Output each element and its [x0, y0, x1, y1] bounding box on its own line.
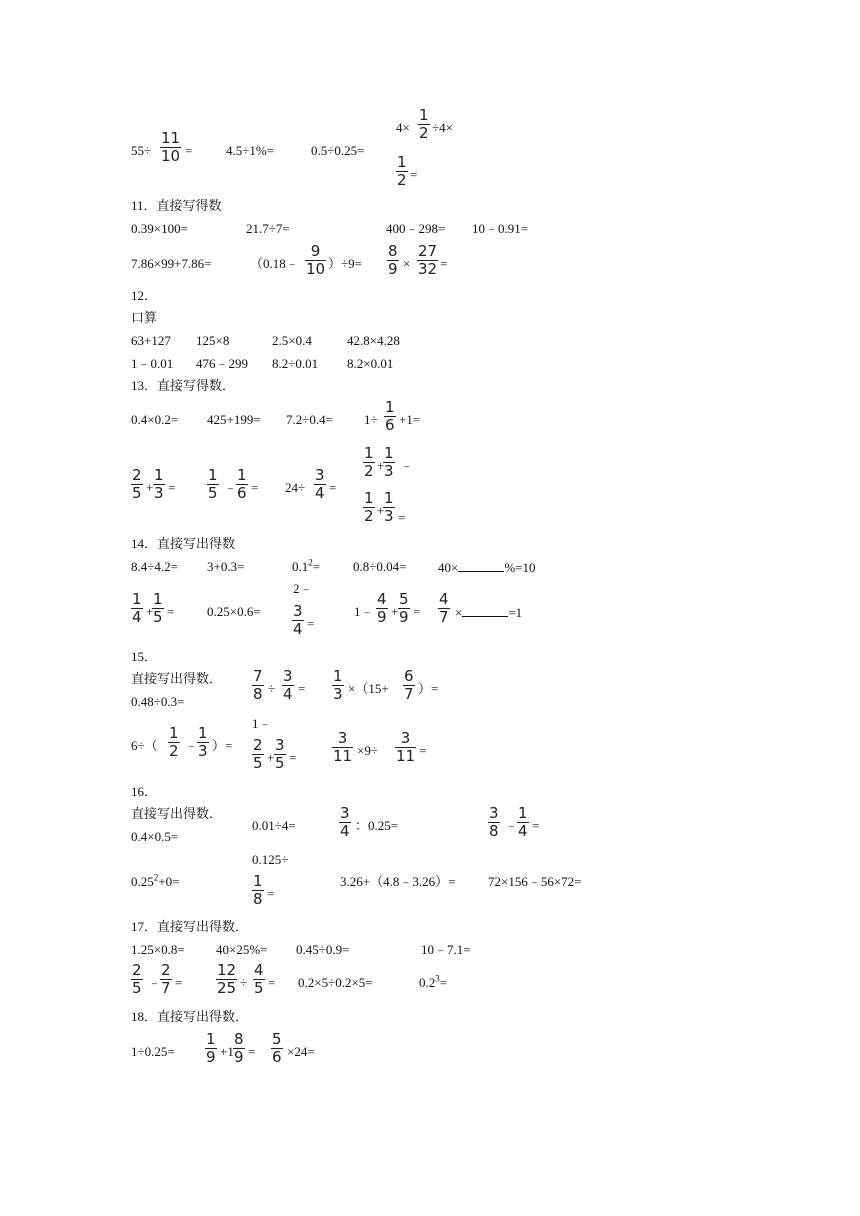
fraction: 1 4 — [132, 590, 142, 626]
q15-item: ）= — [418, 681, 439, 696]
equals: = — [413, 604, 421, 619]
q16-item: 72×156﹣56×72= — [488, 874, 582, 889]
fraction: 9 10 — [306, 242, 326, 278]
equals: = — [410, 167, 418, 182]
q12-item: 63+127 — [131, 333, 171, 348]
q15-item: 0.48÷0.3= — [131, 694, 185, 709]
fraction: 1 3 — [198, 724, 208, 760]
q15-item: ）= — [212, 738, 233, 753]
minus: ﹣ — [505, 818, 519, 833]
fraction: 1 6 — [237, 466, 247, 502]
fraction: 5 9 — [399, 590, 409, 626]
fraction: 11 10 — [161, 129, 181, 165]
minus: ﹣ — [185, 738, 199, 753]
answer-blank[interactable] — [458, 559, 504, 572]
q12-item: 8.2÷0.01 — [272, 356, 319, 371]
q12-item: 42.8×4.28 — [347, 333, 400, 348]
equals: = — [175, 975, 183, 990]
fraction: 1 3 — [384, 489, 394, 525]
q16-item: 0.4×0.5= — [131, 829, 179, 844]
divide: ÷ — [268, 681, 276, 696]
fraction: 1 2 — [364, 444, 374, 480]
plus: + — [377, 503, 385, 518]
q12-item: 125×8 — [196, 333, 230, 348]
equals: = — [298, 681, 306, 696]
q17-item: 10﹣7.1= — [421, 942, 471, 957]
equals: = — [168, 480, 176, 495]
q14-item: 2﹣ — [293, 581, 313, 596]
fraction: 5 6 — [272, 1030, 282, 1066]
equals: = — [248, 1044, 256, 1059]
q16-item: 3.26+（4.8﹣3.26）= — [340, 874, 456, 889]
divide: ÷ — [240, 975, 248, 990]
question-16-subtitle: 直接写出得数． — [131, 806, 223, 821]
expr-4-times: 4× — [396, 120, 410, 135]
q17-item: 1.25×0.8= — [131, 942, 185, 957]
equals: = — [440, 256, 448, 271]
times: × — [403, 256, 411, 271]
fraction: 4 9 — [377, 590, 387, 626]
q17-item: $0.2^3=$ — [419, 973, 448, 990]
q14-item: $0.1^2=$ — [292, 557, 321, 574]
q11-item: 400﹣298= — [386, 221, 446, 236]
plus: + — [267, 750, 275, 765]
q14-item: 8.4÷4.2= — [131, 559, 178, 574]
fraction: 3 5 — [275, 736, 285, 772]
expr-4-5-div-percent: 4.5÷1%= — [226, 143, 275, 158]
q12-item: 476﹣299 — [196, 356, 249, 371]
equals: = — [185, 143, 193, 158]
q13-item: 1÷ — [364, 412, 378, 427]
fraction: 2 5 — [132, 961, 142, 997]
q12-item: 2.5×0.4 — [272, 333, 312, 348]
q12-item: 1﹣0.01 — [131, 356, 174, 371]
fraction: 1 9 — [206, 1030, 216, 1066]
q16-item: ：0.25= — [355, 818, 399, 833]
q11-item: ）÷9= — [328, 256, 362, 271]
question-16-title: 16． — [131, 784, 158, 799]
q13-item: 24÷ — [285, 480, 306, 495]
plus: + — [377, 458, 385, 473]
fraction: 6 7 — [404, 667, 414, 703]
fraction: 1 2 — [169, 724, 179, 760]
fraction: 1 2 — [419, 106, 429, 142]
q13-item: 0.4×0.2= — [131, 412, 179, 427]
fraction: 4 5 — [254, 961, 264, 997]
answer-blank[interactable] — [462, 604, 508, 617]
fraction: 12 25 — [217, 961, 237, 997]
q14-item: 40× %=10 — [438, 560, 536, 575]
question-11-title: 11．直接写得数 — [131, 198, 222, 213]
q16-item: 0.125÷ — [252, 852, 289, 867]
equals: = — [268, 975, 276, 990]
fraction: 27 32 — [418, 242, 438, 278]
fraction: 3 8 — [489, 804, 499, 840]
fraction: 2 5 — [132, 466, 142, 502]
q17-item: 0.45÷0.9= — [296, 942, 350, 957]
question-18-title: 18．直接写出得数． — [131, 1009, 249, 1024]
plus-one: +1 — [220, 1044, 234, 1059]
minus: ﹣ — [148, 975, 162, 990]
fraction: 3 11 — [333, 729, 353, 765]
minus: ﹣ — [400, 458, 414, 473]
q14-item: 0.25×0.6= — [207, 604, 261, 619]
equals: = — [289, 750, 297, 765]
q13-item: 7.2÷0.4= — [286, 412, 333, 427]
q15-item: ×9÷ — [357, 743, 378, 758]
equals: = — [167, 604, 175, 619]
q11-item: 7.86×99+7.86= — [131, 256, 212, 271]
fraction: 3 4 — [340, 804, 350, 840]
q16-item: $0.25^2+0=$ — [131, 872, 180, 889]
fraction: 3 4 — [293, 602, 303, 638]
fraction: 1 5 — [153, 590, 163, 626]
equals: = — [419, 743, 427, 758]
q14-item: 0.8÷0.04= — [353, 559, 407, 574]
q14-item: × =1 — [455, 605, 523, 620]
plus: + — [146, 480, 154, 495]
fraction: 1 3 — [384, 444, 394, 480]
equals: = — [532, 818, 540, 833]
fraction: 3 4 — [315, 466, 325, 502]
minus: ﹣ — [224, 480, 238, 495]
expr-div-4-times: ÷4× — [432, 120, 453, 135]
fraction: 2 7 — [161, 961, 171, 997]
q13-item: 425+199= — [207, 412, 261, 427]
q11-item: 10﹣0.91= — [472, 221, 529, 236]
question-15-subtitle: 直接写出得数． — [131, 671, 223, 686]
question-12-subtitle: 口算 — [131, 310, 158, 325]
q17-item: 0.2×5÷0.2×5= — [298, 975, 373, 990]
q17-item: 40×25%= — [216, 942, 268, 957]
fraction: 8 9 — [234, 1030, 244, 1066]
fraction: 1 3 — [154, 466, 164, 502]
expr-0-5-div: 0.5÷0.25= — [311, 143, 365, 158]
fraction: 1 8 — [253, 872, 263, 908]
q14-item: 1﹣ — [354, 604, 374, 619]
fraction: 1 4 — [518, 804, 528, 840]
fraction: 3 4 — [283, 667, 293, 703]
fraction: 2 5 — [253, 736, 263, 772]
equals: = — [307, 616, 315, 631]
fraction: 7 8 — [253, 667, 263, 703]
fraction: 3 11 — [396, 729, 416, 765]
plus: + — [391, 604, 399, 619]
q15-item: ×（15+ — [348, 681, 389, 696]
q13-item: +1= — [399, 412, 421, 427]
q15-item: 6÷（ — [131, 738, 158, 753]
q18-item: ×24= — [287, 1044, 315, 1059]
fraction: 8 9 — [388, 242, 398, 278]
question-13-title: 13．直接写得数． — [131, 378, 236, 393]
q11-item: 21.7÷7= — [246, 221, 290, 236]
question-12-title: 12． — [131, 288, 158, 303]
equals: = — [398, 510, 406, 525]
fraction: 4 7 — [439, 590, 449, 626]
q18-item: 1÷0.25= — [131, 1044, 175, 1059]
fraction: 1 6 — [385, 398, 395, 434]
q15-item: 1﹣ — [252, 716, 272, 731]
question-14-title: 14．直接写出得数 — [131, 536, 236, 551]
q12-item: 8.2×0.01 — [347, 356, 394, 371]
q14-item: 3+0.3= — [207, 559, 245, 574]
q11-item: 0.39×100= — [131, 221, 188, 236]
expr-55-div: 55÷ — [131, 143, 152, 158]
equals: = — [267, 886, 275, 901]
fraction: 1 2 — [397, 153, 407, 189]
plus: + — [146, 604, 154, 619]
question-17-title: 17．直接写出得数． — [131, 919, 249, 934]
fraction: 1 2 — [364, 489, 374, 525]
fraction: 1 5 — [208, 466, 218, 502]
q16-item: 0.01÷4= — [252, 818, 296, 833]
fraction: 1 3 — [333, 667, 343, 703]
q11-item: （0.18﹣ — [250, 256, 299, 271]
question-15-title: 15． — [131, 649, 158, 664]
equals: = — [329, 480, 337, 495]
equals: = — [251, 480, 259, 495]
